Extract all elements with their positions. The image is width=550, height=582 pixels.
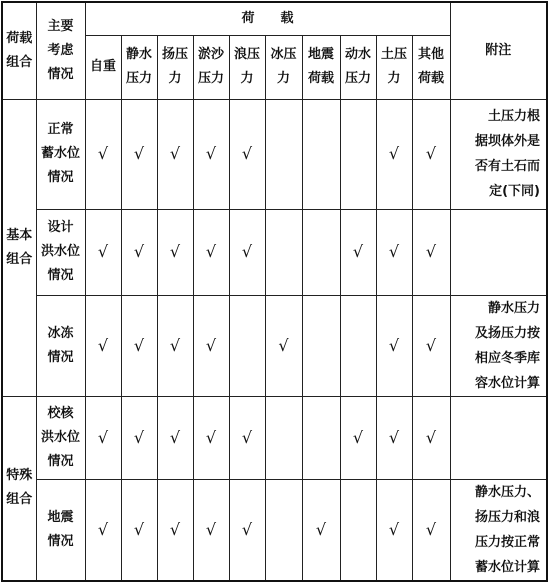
header-load-type: 动水 压力 (340, 35, 376, 99)
condition-cell: 地震 情况 (36, 479, 85, 581)
empty-cell (265, 209, 302, 295)
check-mark-cell: √ (229, 479, 265, 581)
group-name-cell: 特殊 组合 (2, 396, 36, 581)
check-mark-cell: √ (376, 479, 412, 581)
header-loads-group: 荷 载 (85, 2, 450, 35)
header-load-type: 淤沙 压力 (193, 35, 229, 99)
table-row (2, 99, 547, 209)
empty-cell (302, 295, 340, 396)
check-mark-cell: √ (412, 479, 450, 581)
check-mark-cell: √ (193, 295, 229, 396)
header-load-type: 扬压 力 (157, 35, 193, 99)
check-mark-cell: √ (193, 209, 229, 295)
empty-cell (265, 396, 302, 479)
empty-cell (340, 295, 376, 396)
check-mark-cell: √ (193, 99, 229, 209)
check-mark-cell: √ (376, 209, 412, 295)
check-mark-cell: √ (121, 209, 157, 295)
empty-cell (340, 479, 376, 581)
check-mark-cell: √ (340, 396, 376, 479)
check-mark-cell: √ (157, 99, 193, 209)
note-cell (450, 396, 547, 479)
check-mark-cell: √ (85, 99, 121, 209)
table-row (2, 209, 547, 295)
check-mark-cell: √ (229, 396, 265, 479)
header-load-combination: 荷载 组合 (2, 2, 36, 99)
check-mark-cell: √ (302, 479, 340, 581)
check-mark-cell: √ (376, 396, 412, 479)
condition-cell: 校核 洪水位 情况 (36, 396, 85, 479)
check-mark-cell: √ (85, 479, 121, 581)
header-load-type: 冰压 力 (265, 35, 302, 99)
header-load-type: 其他 荷载 (412, 35, 450, 99)
check-mark-cell: √ (157, 295, 193, 396)
header-load-type: 自重 (85, 35, 121, 99)
header-load-type: 地震 荷载 (302, 35, 340, 99)
table-row (2, 396, 547, 479)
table-row (2, 295, 547, 396)
check-mark-cell: √ (412, 396, 450, 479)
check-mark-cell: √ (412, 295, 450, 396)
check-mark-cell: √ (412, 209, 450, 295)
header-note: 附注 (450, 2, 547, 99)
empty-cell (340, 99, 376, 209)
check-mark-cell: √ (121, 479, 157, 581)
check-mark-cell: √ (376, 99, 412, 209)
header-main-condition: 主要 考虑 情况 (36, 2, 85, 99)
check-mark-cell: √ (193, 479, 229, 581)
empty-cell (302, 99, 340, 209)
empty-cell (229, 295, 265, 396)
check-mark-cell: √ (229, 209, 265, 295)
load-combination-table (1, 1, 548, 582)
header-load-type: 浪压 力 (229, 35, 265, 99)
check-mark-cell: √ (229, 99, 265, 209)
table-row (2, 479, 547, 581)
note-cell: 静水压力、 扬压力和浪 压力按正常 蓄水位计算 (450, 479, 547, 581)
check-mark-cell: √ (121, 295, 157, 396)
check-mark-cell: √ (376, 295, 412, 396)
check-mark-cell: √ (157, 209, 193, 295)
check-mark-cell: √ (85, 396, 121, 479)
check-mark-cell: √ (121, 99, 157, 209)
empty-cell (265, 479, 302, 581)
check-mark-cell: √ (85, 209, 121, 295)
check-mark-cell: √ (85, 295, 121, 396)
check-mark-cell: √ (265, 295, 302, 396)
condition-cell: 冰冻 情况 (36, 295, 85, 396)
check-mark-cell: √ (340, 209, 376, 295)
header-load-type: 土压 力 (376, 35, 412, 99)
group-name-cell: 基本 组合 (2, 99, 36, 396)
condition-cell: 正常 蓄水位 情况 (36, 99, 85, 209)
check-mark-cell: √ (157, 396, 193, 479)
header-load-type: 静水 压力 (121, 35, 157, 99)
note-cell: 静水压力 及扬压力按 相应冬季库 容水位计算 (450, 295, 547, 396)
check-mark-cell: √ (121, 396, 157, 479)
condition-cell: 设计 洪水位 情况 (36, 209, 85, 295)
note-cell: 土压力根 据坝体外是 否有土石而 定(下同) (450, 99, 547, 209)
check-mark-cell: √ (193, 396, 229, 479)
empty-cell (265, 99, 302, 209)
empty-cell (302, 209, 340, 295)
empty-cell (302, 396, 340, 479)
check-mark-cell: √ (412, 99, 450, 209)
check-mark-cell: √ (157, 479, 193, 581)
note-cell (450, 209, 547, 295)
